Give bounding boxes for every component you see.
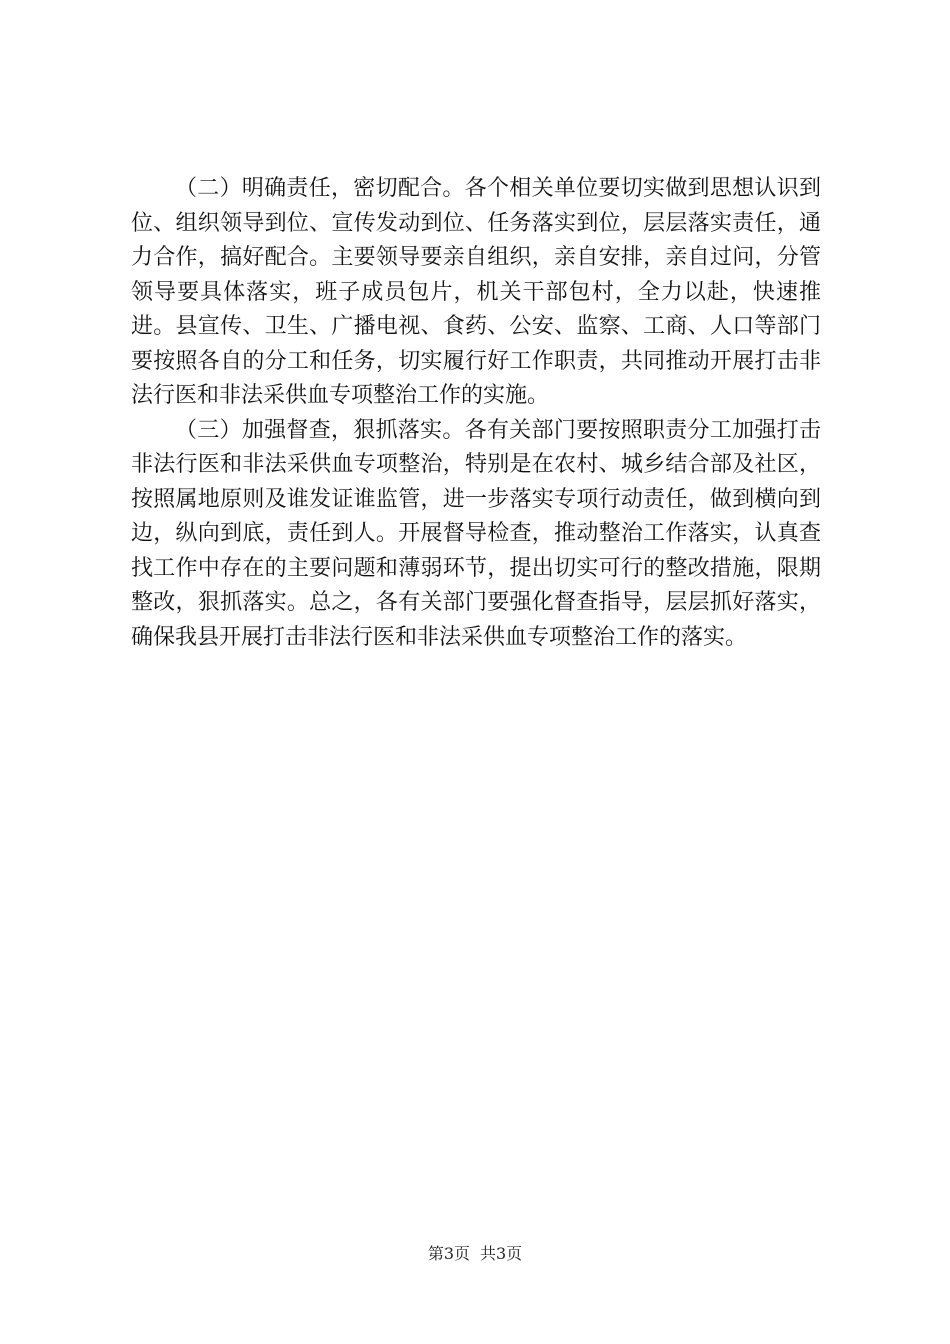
page-footer xyxy=(0,1243,950,1265)
page-total: 共3页 xyxy=(480,1244,523,1263)
document-body xyxy=(131,172,821,655)
paragraph-strengthen-supervision: （三）加强督查，狠抓落实。各有关部门要按照职责分工加强打击非法行医和非法采供血专项整治，特别是在农村、城乡结合部及社区，按照属地原则及谁发证谁监管，进一步落实专项行动责任，做到横向到边，纵向到底，责任到人。开展督导检查，推动整治工作落实，认真查找工作中存在的主要问题和薄弱环节，提出切实可行的整改措施，限期整改，狠抓落实。总之，各有关部门要强化督查指导，层层抓好落实，确保我县开展打击非法行医和非法采供血专项整治工作的落实。 xyxy=(131,417,821,650)
paragraph-clarify-responsibility: （二）明确责任，密切配合。各个相关单位要切实做到思想认识到位、组织领导到位、宣传发动到位、任务落实到位，层层落实责任，通力合作，搞好配合。主要领导要亲自组织，亲自安排，亲自过问，分管领导要具体落实，班子成员包片，机关干部包村，全力以赴，快速推进。县宣传、卫生、广播电视、食药、公安、监察、工商、人口等部门要按照各自的分工和任务，切实履行好工作职责，共同推动开展打击非法行医和非法采供血专项整治工作的实施。 xyxy=(131,176,821,408)
page-number: 第3页 xyxy=(427,1244,470,1263)
